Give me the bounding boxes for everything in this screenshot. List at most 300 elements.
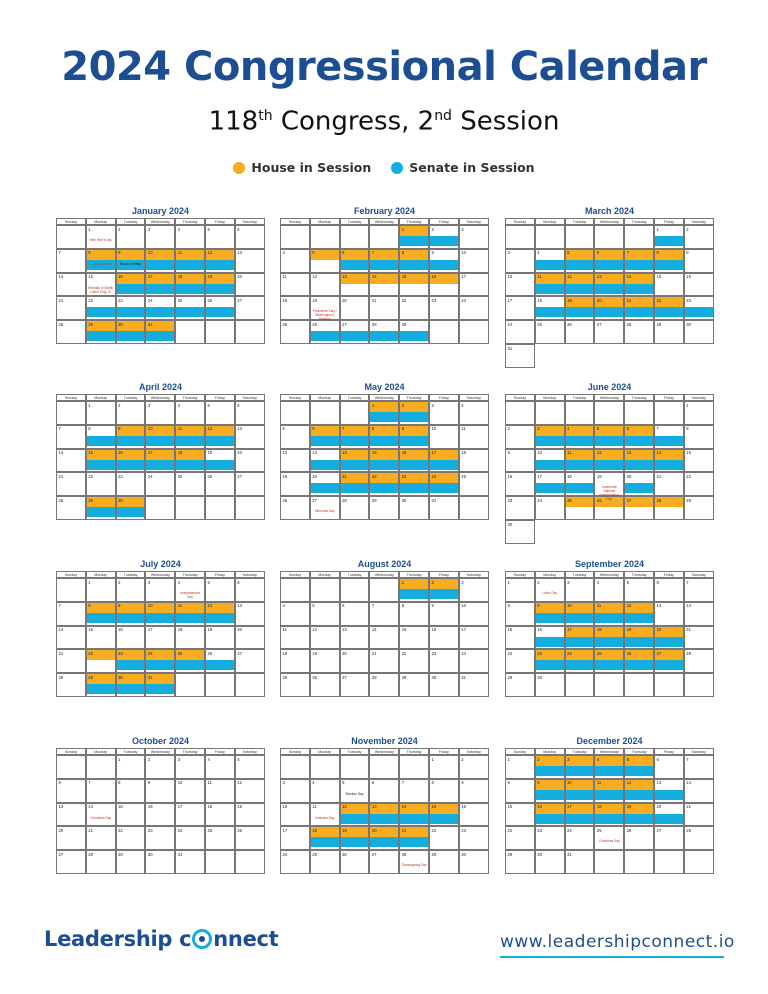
- day-number: 1: [401, 226, 405, 232]
- weekday-label: Saturday: [235, 571, 265, 578]
- senate-session-bar: [176, 436, 204, 446]
- day-number: 22: [88, 297, 93, 303]
- holiday-note: Independence Day: [179, 591, 201, 599]
- day-number: 21: [58, 473, 64, 479]
- day-cell: [235, 826, 265, 850]
- month-title: April 2024: [138, 382, 183, 392]
- day-number: 13: [656, 780, 662, 786]
- day-cell: [684, 249, 714, 273]
- holiday-note: Inright Outline: [90, 261, 111, 266]
- day-cell: [505, 626, 535, 650]
- day-number: 6: [656, 756, 659, 762]
- empty-cell: [310, 225, 340, 249]
- day-cell: [56, 850, 86, 874]
- day-cell: [86, 401, 116, 425]
- day-number: 11: [461, 426, 466, 432]
- day-number: 25: [177, 650, 183, 656]
- house-session-bar: [400, 426, 428, 436]
- empty-cell: [459, 496, 489, 520]
- day-cell: [429, 225, 459, 249]
- day-number: 10: [461, 603, 466, 609]
- day-cell: [86, 602, 116, 626]
- senate-session-bar: [566, 483, 594, 493]
- day-cell: [175, 449, 205, 473]
- day-cell: [175, 401, 205, 425]
- senate-session-bar: [370, 436, 398, 446]
- day-cell: [565, 472, 595, 496]
- day-number: 23: [431, 650, 437, 656]
- senate-session-bar: [625, 613, 653, 623]
- day-cell: [505, 520, 535, 544]
- day-cell: [56, 249, 86, 273]
- day-number: 23: [401, 473, 407, 479]
- day-number: 27: [237, 650, 242, 656]
- day-number: 30: [401, 497, 407, 503]
- day-cell: [684, 649, 714, 673]
- senate-session-bar: [117, 460, 145, 470]
- weekday-label: Monday: [310, 394, 340, 401]
- day-number: 21: [686, 627, 691, 633]
- day-number: 28: [626, 321, 632, 327]
- senate-session-bar: [566, 260, 594, 270]
- day-cell: [175, 826, 205, 850]
- day-number: 9: [147, 780, 151, 786]
- day-cell: [505, 344, 535, 368]
- day-cell: [116, 850, 146, 874]
- weekday-label: Tuesday: [565, 218, 595, 225]
- day-number: 10: [567, 603, 572, 609]
- day-cell: [654, 649, 684, 673]
- day-number: 24: [147, 650, 153, 656]
- day-cell: [684, 320, 714, 344]
- weekday-label: Wednesday: [145, 394, 175, 401]
- weekday-label: Wednesday: [594, 218, 624, 225]
- day-cell: [399, 320, 429, 344]
- day-number: 25: [461, 473, 466, 479]
- day-number: 28: [686, 827, 691, 833]
- senate-session-bar: [566, 436, 594, 446]
- holiday-note: Election Day: [345, 791, 364, 796]
- day-number: 12: [207, 426, 213, 432]
- day-cell: [684, 449, 714, 473]
- day-cell: [116, 401, 146, 425]
- empty-cell: [505, 225, 535, 249]
- senate-session-bar: [566, 307, 594, 317]
- day-cell: [205, 803, 235, 827]
- day-cell: [565, 249, 595, 273]
- day-number: 13: [342, 274, 347, 280]
- day-cell: [86, 273, 116, 297]
- day-number: 19: [282, 473, 288, 479]
- day-cell: [535, 602, 565, 626]
- day-cell: [116, 273, 146, 297]
- day-cell: [654, 602, 684, 626]
- day-cell: [654, 425, 684, 449]
- senate-session-bar: [595, 284, 623, 294]
- senate-session-bar: [400, 814, 428, 824]
- day-cell: [565, 602, 595, 626]
- day-cell: [175, 249, 205, 273]
- empty-cell: [624, 673, 654, 697]
- day-cell: [310, 602, 340, 626]
- day-cell: [684, 602, 714, 626]
- day-number: 9: [431, 603, 434, 609]
- day-cell: [205, 273, 235, 297]
- day-number: 27: [237, 297, 242, 303]
- empty-cell: [459, 320, 489, 344]
- day-number: 26: [207, 473, 213, 479]
- senate-session-bar: [400, 483, 428, 493]
- day-number: 15: [507, 804, 513, 810]
- senate-session-bar: [536, 436, 564, 446]
- empty-cell: [56, 225, 86, 249]
- day-cell: [654, 755, 684, 779]
- day-cell: [459, 425, 489, 449]
- day-cell: [429, 249, 459, 273]
- day-cell: [505, 472, 535, 496]
- day-cell: [399, 803, 429, 827]
- day-number: 23: [686, 297, 691, 303]
- weekday-label: Wednesday: [369, 748, 399, 755]
- day-cell: [145, 273, 175, 297]
- weekday-header: [280, 394, 489, 401]
- day-number: 13: [656, 603, 662, 609]
- day-cell: [429, 425, 459, 449]
- day-number: 16: [507, 473, 513, 479]
- day-number: 17: [567, 804, 572, 810]
- day-cell: [340, 850, 370, 874]
- day-cell: [145, 779, 175, 803]
- day-number: 2: [118, 579, 121, 585]
- day-number: 9: [507, 450, 510, 456]
- day-number: 26: [237, 827, 242, 833]
- holiday-note: Thanksgiving Day: [401, 863, 427, 868]
- legend-senate-label: Senate in Session: [409, 160, 535, 175]
- senate-session-bar: [566, 637, 594, 647]
- weekday-label: Tuesday: [340, 394, 370, 401]
- day-number: 23: [147, 827, 153, 833]
- day-cell: [565, 578, 595, 602]
- empty-cell: [565, 401, 595, 425]
- day-number: 20: [656, 627, 662, 633]
- weekday-label: Sunday: [56, 394, 86, 401]
- month-title: January 2024: [131, 206, 190, 216]
- day-cell: [399, 425, 429, 449]
- weekday-label: Sunday: [505, 218, 535, 225]
- day-number: 6: [656, 579, 659, 585]
- day-cell: [280, 602, 310, 626]
- weekday-label: Monday: [86, 571, 116, 578]
- day-cell: [429, 296, 459, 320]
- empty-cell: [565, 225, 595, 249]
- day-cell: [565, 803, 595, 827]
- day-number: 13: [237, 603, 242, 609]
- day-cell: [340, 472, 370, 496]
- day-cell: [535, 496, 565, 520]
- day-number: 12: [567, 274, 572, 280]
- empty-cell: [280, 578, 310, 602]
- day-cell: [56, 273, 86, 297]
- day-cell: [310, 626, 340, 650]
- day-number: 1: [431, 756, 434, 762]
- day-cell: [369, 273, 399, 297]
- day-cell: [565, 626, 595, 650]
- weekday-label: Thursday: [175, 218, 205, 225]
- day-number: 12: [207, 603, 213, 609]
- day-cell: [399, 626, 429, 650]
- senate-session-bar: [625, 660, 653, 670]
- day-number: 19: [626, 804, 632, 810]
- empty-cell: [535, 225, 565, 249]
- day-number: 19: [237, 804, 242, 810]
- day-number: 21: [401, 827, 407, 833]
- day-cell: [624, 602, 654, 626]
- day-cell: [429, 602, 459, 626]
- day-cell: [684, 755, 714, 779]
- senate-session-bar: [566, 790, 594, 800]
- senate-session-bar: [566, 660, 594, 670]
- website-link[interactable]: www.leadershipconnect.io: [500, 932, 735, 952]
- day-cell: [565, 425, 595, 449]
- day-cell: [280, 826, 310, 850]
- empty-cell: [280, 401, 310, 425]
- house-session-bar: [341, 250, 369, 260]
- weekday-label: Monday: [86, 394, 116, 401]
- day-cell: [535, 296, 565, 320]
- day-number: 18: [312, 827, 317, 833]
- day-cell: [459, 779, 489, 803]
- day-number: 23: [118, 297, 123, 303]
- day-cell: [369, 496, 399, 520]
- day-number: 23: [118, 473, 123, 479]
- day-number: 21: [58, 650, 64, 656]
- day-number: 18: [461, 450, 466, 456]
- senate-session-bar: [370, 260, 398, 270]
- month-title: August 2024: [357, 559, 412, 569]
- house-session-bar: [595, 250, 623, 260]
- day-number: 13: [237, 426, 242, 432]
- empty-cell: [280, 755, 310, 779]
- day-cell: [459, 225, 489, 249]
- day-cell: [175, 779, 205, 803]
- day-number: 9: [686, 250, 689, 256]
- senate-session-bar: [146, 613, 174, 623]
- day-number: 13: [58, 804, 64, 810]
- holiday-note: Birthday of Martin Luther King, Jr.: [88, 285, 114, 294]
- day-number: 17: [282, 827, 288, 833]
- weekday-label: Monday: [86, 748, 116, 755]
- day-cell: [624, 425, 654, 449]
- day-number: 22: [401, 650, 407, 656]
- day-number: 24: [177, 827, 183, 833]
- senate-session-bar: [206, 613, 234, 623]
- day-cell: [684, 401, 714, 425]
- weekday-label: Tuesday: [116, 394, 146, 401]
- weekday-label: Thursday: [624, 394, 654, 401]
- day-cell: [459, 803, 489, 827]
- day-number: 11: [282, 627, 287, 633]
- day-cell: [56, 626, 86, 650]
- day-cell: [235, 225, 265, 249]
- day-number: 27: [342, 674, 347, 680]
- day-cell: [459, 602, 489, 626]
- day-number: 3: [177, 756, 181, 762]
- weekday-label: Monday: [535, 218, 565, 225]
- senate-session-bar: [536, 814, 564, 824]
- senate-session-bar: [311, 837, 339, 847]
- day-number: 4: [461, 402, 464, 408]
- house-session-bar: [566, 756, 594, 766]
- day-number: 15: [401, 274, 407, 280]
- weekday-label: Saturday: [235, 394, 265, 401]
- holiday-note: Veterans Day: [315, 815, 335, 820]
- senate-session-bar: [206, 460, 234, 470]
- day-number: 4: [596, 579, 600, 585]
- subtitle-end: Session: [451, 106, 560, 137]
- day-cell: [429, 673, 459, 697]
- day-cell: [340, 649, 370, 673]
- day-cell: [145, 225, 175, 249]
- holiday-note: Labor Day: [542, 591, 558, 595]
- weekday-label: Tuesday: [565, 748, 595, 755]
- day-cell: [535, 425, 565, 449]
- day-number: 10: [282, 804, 288, 810]
- day-number: 14: [342, 450, 347, 456]
- weekday-header: [56, 218, 265, 225]
- weekday-label: Thursday: [624, 571, 654, 578]
- day-cell: [624, 496, 654, 520]
- day-number: 23: [537, 827, 542, 833]
- day-cell: [145, 850, 175, 874]
- day-cell: [310, 320, 340, 344]
- weekday-label: Thursday: [399, 748, 429, 755]
- day-number: 5: [567, 250, 570, 256]
- senate-session-bar: [536, 637, 564, 647]
- day-number: 16: [118, 274, 123, 280]
- weekday-label: Tuesday: [565, 394, 595, 401]
- day-cell: [340, 249, 370, 273]
- day-cell: [280, 425, 310, 449]
- day-number: 13: [237, 250, 242, 256]
- day-cell: [340, 673, 370, 697]
- weekday-label: Friday: [654, 571, 684, 578]
- day-cell: [624, 755, 654, 779]
- day-cell: [399, 225, 429, 249]
- day-cell: [175, 626, 205, 650]
- day-cell: [116, 472, 146, 496]
- day-number: 27: [371, 851, 377, 857]
- day-number: 30: [147, 851, 153, 857]
- senate-session-bar: [655, 637, 683, 647]
- day-cell: [505, 273, 535, 297]
- day-cell: [399, 273, 429, 297]
- day-cell: [654, 626, 684, 650]
- day-number: 11: [177, 603, 183, 609]
- day-cell: [116, 826, 146, 850]
- day-number: 30: [507, 521, 513, 527]
- day-cell: [369, 626, 399, 650]
- day-number: 14: [58, 627, 64, 633]
- day-cell: [235, 449, 265, 473]
- day-number: 18: [282, 650, 288, 656]
- day-number: 16: [537, 804, 542, 810]
- day-number: 23: [537, 650, 542, 656]
- day-number: 12: [282, 450, 288, 456]
- day-cell: [535, 649, 565, 673]
- day-number: 8: [401, 603, 405, 609]
- day-cell: [399, 673, 429, 697]
- day-number: 16: [686, 274, 691, 280]
- holiday-note: Presidents' Day / Washington's Birthday: [312, 309, 337, 322]
- day-number: 5: [312, 250, 315, 256]
- day-number: 17: [537, 473, 542, 479]
- day-number: 4: [177, 226, 181, 232]
- day-number: 7: [401, 780, 405, 786]
- empty-cell: [175, 320, 205, 344]
- day-number: 25: [282, 321, 288, 327]
- day-cell: [505, 803, 535, 827]
- day-cell: [235, 472, 265, 496]
- day-number: 17: [147, 450, 153, 456]
- day-number: 3: [147, 226, 151, 232]
- day-number: 26: [342, 851, 347, 857]
- senate-session-bar: [117, 660, 145, 670]
- day-number: 6: [342, 603, 345, 609]
- senate-session-bar: [341, 460, 369, 470]
- weekday-label: Friday: [654, 394, 684, 401]
- empty-cell: [175, 496, 205, 520]
- weekday-label: Thursday: [624, 218, 654, 225]
- weekday-label: Friday: [429, 394, 459, 401]
- empty-cell: [654, 673, 684, 697]
- day-cell: [505, 673, 535, 697]
- day-cell: [145, 578, 175, 602]
- day-cell: [535, 803, 565, 827]
- day-number: 21: [371, 297, 377, 303]
- day-cell: [56, 673, 86, 697]
- senate-session-bar: [146, 331, 174, 341]
- day-cell: [654, 779, 684, 803]
- day-number: 2: [401, 402, 405, 408]
- day-number: 18: [567, 473, 572, 479]
- day-number: 6: [596, 250, 600, 256]
- day-number: 30: [118, 674, 123, 680]
- weekday-label: Saturday: [459, 748, 489, 755]
- day-cell: [340, 496, 370, 520]
- senate-session-bar: [655, 790, 683, 800]
- day-number: 11: [567, 450, 572, 456]
- day-cell: [654, 320, 684, 344]
- house-session-bar: [400, 579, 428, 589]
- day-number: 23: [431, 297, 437, 303]
- weekday-label: Tuesday: [565, 571, 595, 578]
- day-number: 25: [537, 321, 542, 327]
- day-number: 3: [567, 756, 570, 762]
- day-number: 16: [118, 627, 123, 633]
- weekday-label: Friday: [205, 571, 235, 578]
- day-cell: [116, 755, 146, 779]
- empty-cell: [280, 225, 310, 249]
- house-session-bar: [117, 603, 145, 613]
- day-number: 22: [401, 297, 407, 303]
- day-cell: [145, 803, 175, 827]
- day-cell: [56, 826, 86, 850]
- day-number: 11: [596, 780, 602, 786]
- day-number: 27: [237, 473, 242, 479]
- day-number: 24: [507, 321, 513, 327]
- day-cell: [86, 779, 116, 803]
- day-cell: [116, 249, 146, 273]
